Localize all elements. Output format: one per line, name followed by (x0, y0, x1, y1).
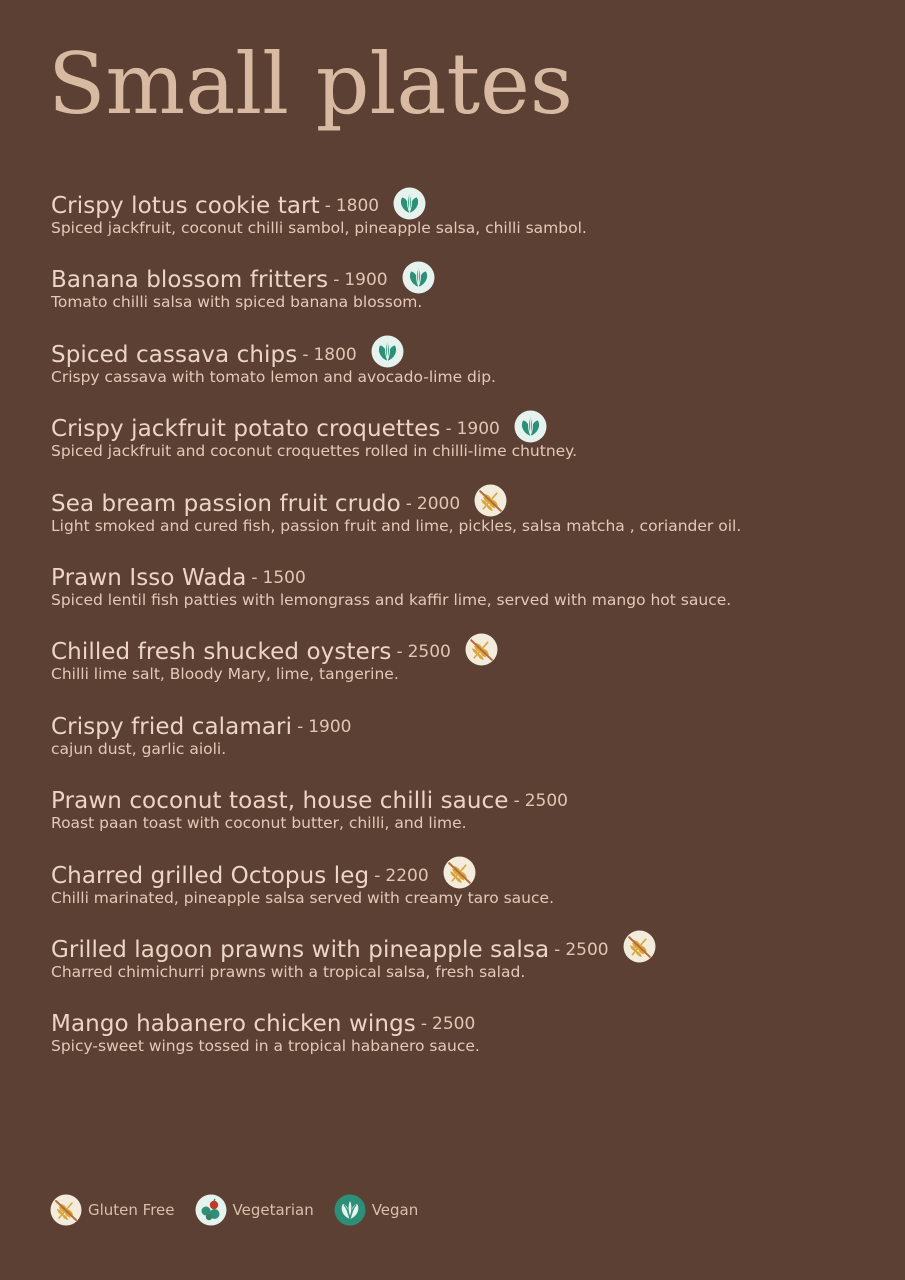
legend-vegan (334, 1194, 419, 1226)
dish-name: Prawn coconut toast, house chilli sauce (51, 788, 509, 815)
menu-item (51, 262, 891, 336)
dish-name: Prawn Isso Wada (51, 564, 247, 591)
dish-price: 2500 (432, 1014, 476, 1035)
page-title: Small plates (48, 35, 573, 133)
menu-item (51, 634, 891, 708)
dish-description: cajun dust, garlic aioli. (51, 739, 227, 758)
legend-vegetarian (195, 1194, 314, 1226)
menu-item (51, 858, 891, 932)
dish-description: Tomato chilli salsa with spiced banana blossom. (51, 293, 423, 312)
dish-description: Charred chimichurri prawns with a tropical salsa, fresh salad. (51, 962, 526, 981)
dish-price: 2500 (407, 642, 451, 663)
dish-description: Light smoked and cured fish, passion fruit and lime, pickles, salsa matcha , coriander oil. (51, 516, 742, 535)
dish-price: 2500 (524, 791, 568, 812)
menu-item (51, 932, 891, 1006)
price-separator: - (324, 196, 331, 216)
dish-name: Charred grilled Octopus leg (51, 862, 370, 889)
price-separator: - (396, 642, 403, 663)
legend-label-gluten-free: Gluten Free (88, 1201, 175, 1219)
price-separator: - (333, 270, 340, 291)
dish-description: Spiced lentil fish patties with lemongrass and kaffir lime, served with mango hot sauce. (51, 590, 732, 609)
dish-description: Spiced jackfruit and coconut croquettes rolled in chilli-lime chutney. (51, 442, 578, 461)
menu-item (51, 337, 891, 411)
crossed-wheat-icon (465, 633, 498, 666)
price-separator: - (374, 865, 381, 886)
dish-description: Spiced jackfruit, coconut chilli sambol, pineapple salsa, chilli sambol. (51, 219, 587, 237)
vegetable-icon (195, 1194, 227, 1226)
leaf-icon (514, 410, 547, 443)
legend-label-vegan: Vegan (371, 1201, 419, 1219)
dish-name: Crispy fried calamari (51, 713, 293, 740)
dietary-legend (50, 1194, 438, 1226)
menu-item (51, 709, 891, 783)
dish-price: 1900 (308, 716, 352, 737)
price-separator: - (420, 1014, 428, 1035)
dish-price: 1800 (335, 196, 380, 216)
dish-price: 1800 (313, 344, 357, 365)
menu-item (51, 411, 891, 485)
dish-price: 2500 (565, 939, 609, 960)
crossed-wheat-icon (50, 1194, 82, 1226)
crossed-wheat-icon (623, 930, 656, 963)
price-separator: - (302, 344, 309, 365)
dish-name: Crispy jackfruit potato croquettes (51, 416, 441, 443)
menu-item (51, 560, 891, 634)
dish-description: Crispy cassava with tomato lemon and avocado-lime dip. (51, 367, 496, 386)
price-separator: - (251, 567, 258, 588)
dish-name: Sea bream passion fruit crudo (51, 490, 401, 517)
price-separator: - (445, 419, 452, 440)
price-separator: - (554, 939, 561, 960)
leaf-icon (371, 335, 404, 368)
dish-price: 2000 (416, 493, 461, 514)
menu-item (51, 783, 891, 857)
menu-item (51, 188, 891, 262)
dish-name: Spiced cassava chips (51, 341, 298, 368)
leaf-icon (334, 1194, 366, 1226)
price-separator: - (297, 716, 304, 737)
dish-price: 1900 (456, 419, 500, 440)
dish-price: 1900 (344, 270, 388, 291)
legend-gluten-free (50, 1194, 175, 1226)
price-separator: - (513, 791, 520, 812)
legend-label-vegetarian: Vegetarian (232, 1201, 314, 1219)
dish-name: Banana blossom fritters (51, 267, 329, 294)
dish-price: 2200 (385, 865, 429, 886)
crossed-wheat-icon (474, 484, 507, 517)
leaf-icon (393, 187, 426, 220)
dish-name: Crispy lotus cookie tart (51, 193, 320, 219)
dish-description: Spicy-sweet wings tossed in a tropical habanero sauce. (51, 1037, 480, 1056)
price-separator: - (405, 493, 412, 514)
dish-name: Chilled fresh shucked oysters (51, 639, 392, 666)
dish-name: Mango habanero chicken wings (51, 1011, 416, 1038)
menu-item (51, 486, 891, 560)
dish-description: Chilli lime salt, Bloody Mary, lime, tangerine. (51, 665, 399, 684)
dish-description: Roast paan toast with coconut butter, chilli, and lime. (51, 814, 467, 833)
leaf-icon (402, 261, 435, 294)
menu-list (51, 188, 891, 1081)
dish-price: 1500 (262, 567, 306, 588)
dish-description: Chilli marinated, pineapple salsa served with creamy taro sauce. (51, 888, 554, 907)
dish-name: Grilled lagoon prawns with pineapple salsa (51, 936, 550, 963)
crossed-wheat-icon (443, 856, 476, 889)
menu-item (51, 1006, 891, 1080)
